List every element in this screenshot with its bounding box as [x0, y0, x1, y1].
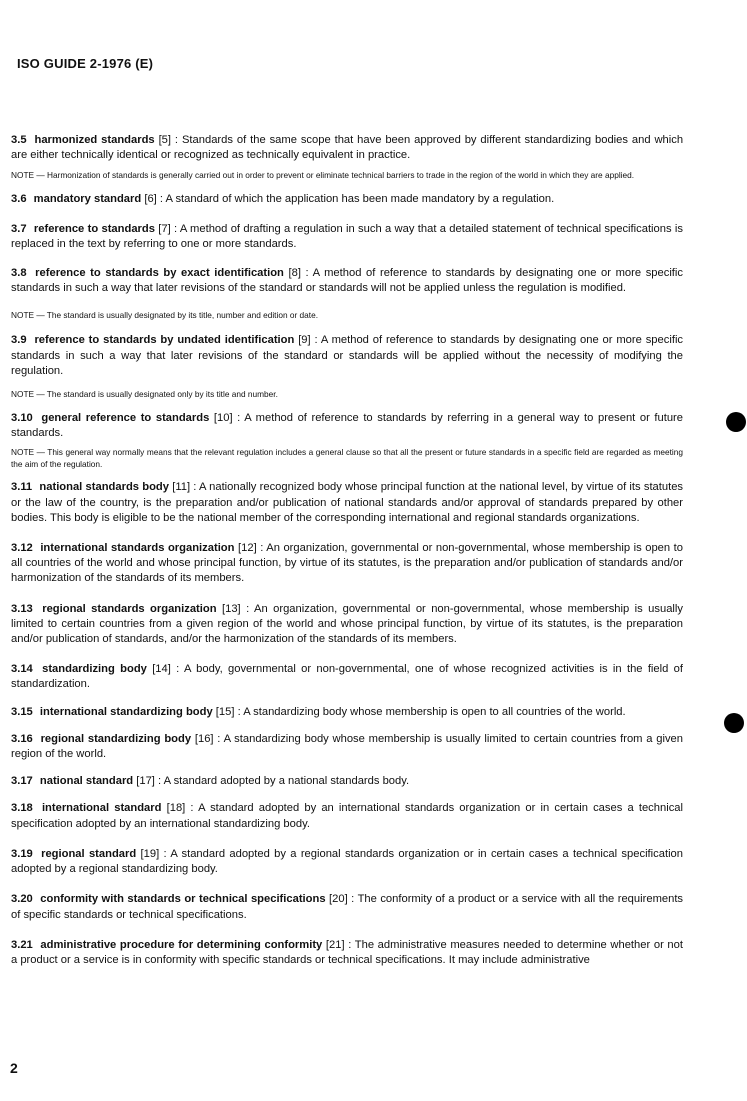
- note-harmonization: NOTE — Harmonization of standards is generally carried out in order to prevent or eliminate technical barriers to trade in the region of the world in which they are applied.: [11, 170, 635, 181]
- clause-3-21: 3.21 administrative procedure for determining conformity [21] : The administrative measures needed to determine whether or not a product or a service is in conformity with specific standards or technical specifications. It may include administrative: [11, 938, 683, 966]
- clause-3-16: 3.16 regional standardizing body [16] : A standardizing body whose membership is usually limited to certain countries from a given region of the world.: [11, 732, 684, 761]
- clause-3-7: 3.7 reference to standards [7] : A method of drafting a regulation in such a way that a detailed statement of technical specifications is replaced in the text by referring to one or more standards.: [11, 222, 683, 250]
- note-undated-identification: NOTE — The standard is usually designated only by its title and number.: [11, 389, 278, 400]
- clause-3-19: 3.19 regional standard [19] : A standard adopted by a regional standards organization or in certain cases a technical specification adopted by a regional standardizing body.: [11, 847, 684, 876]
- clause-3-18: 3.18 international standard [18] : A standard adopted by an international standards organization or in certain cases a technical specification adopted by an international standardizing body.: [11, 802, 683, 830]
- document-header: ISO GUIDE 2-1976 (E): [17, 56, 154, 71]
- clause-3-8: 3.8 reference to standards by exact identification [8] : A method of reference to standards by designating one or more specific standards in such a way that later revisions of the standard or standards will not be applied unless the regulation is modified.: [11, 267, 683, 295]
- clause-3-9: 3.9 reference to standards by undated identification [9] : A method of reference to standards by designating one or more specific standards in such a way that later revisions of the standard or standards will be applied without the necessity of modifying the regulation.: [11, 334, 684, 377]
- note-general-reference: NOTE — This general way normally means that the relevant regulation includes a general clause so that all the present or future standards in a specific field are regarded as meeting the aim of the regulation.: [11, 447, 683, 470]
- clause-3-17: 3.17 national standard [17] : A standard adopted by a national standards body.: [11, 775, 410, 788]
- document-body: [11, 133, 683, 968]
- clause-3-5: 3.5 harmonized standards [5] : Standards of the same scope that have been approved by different standardizing bodies and which are either technically identical or recognized as technically equivalent in practice.: [11, 134, 684, 162]
- clause-3-10: 3.10 general reference to standards [10] : A method of reference to standards by referring in a general way to present or future standards.: [11, 412, 684, 440]
- clause-3-6: 3.6 mandatory standard [6] : A standard of which the application has been made mandatory by a regulation.: [11, 193, 555, 206]
- clause-3-13: 3.13 regional standards organization [13] : An organization, governmental or non-governmental, whose membership is usually limited to certain countries from a given region of the world and whose principal function, by virtue of its statutes, is the preparation and/or publication of standards, and/or the harmonization of the standards of its members.: [11, 602, 683, 646]
- clause-3-20: 3.20 conformity with standards or technical specifications [20] : The conformity of a product or a service with all the requirements of specific standards or technical specifications.: [11, 893, 684, 921]
- clause-3-12: 3.12 international standards organization [12] : An organization, governmental or non-governmental, whose membership is open to all countries of the world and whose principal function, by virtue of its statutes, is the preparation and/or publication of standards and/or harmonization of the standards of its members.: [11, 542, 683, 585]
- clause-3-11: 3.11 national standards body [11] : A nationally recognized body whose principal function at the national level, by virtue of its statutes or the law of the country, is the preparation and/or publication of national standards and/or approval of standards prepared by other bodies. This body is eligible to be the national member of the corresponding international and regional standards organizations.: [11, 481, 684, 524]
- note-exact-identification: NOTE — The standard is usually designated by its title, number and edition or date.: [11, 310, 318, 321]
- clause-3-15: 3.15 international standardizing body [15] : A standardizing body whose membership is open to all countries of the world.: [11, 705, 626, 718]
- clause-3-14: 3.14 standardizing body [14] : A body, governmental or non-governmental, one of whose recognized activities is in the field of standardization.: [11, 663, 683, 691]
- punch-hole-mark: [724, 713, 744, 733]
- punch-hole-mark: [726, 412, 746, 432]
- page-number: 2: [10, 1060, 18, 1076]
